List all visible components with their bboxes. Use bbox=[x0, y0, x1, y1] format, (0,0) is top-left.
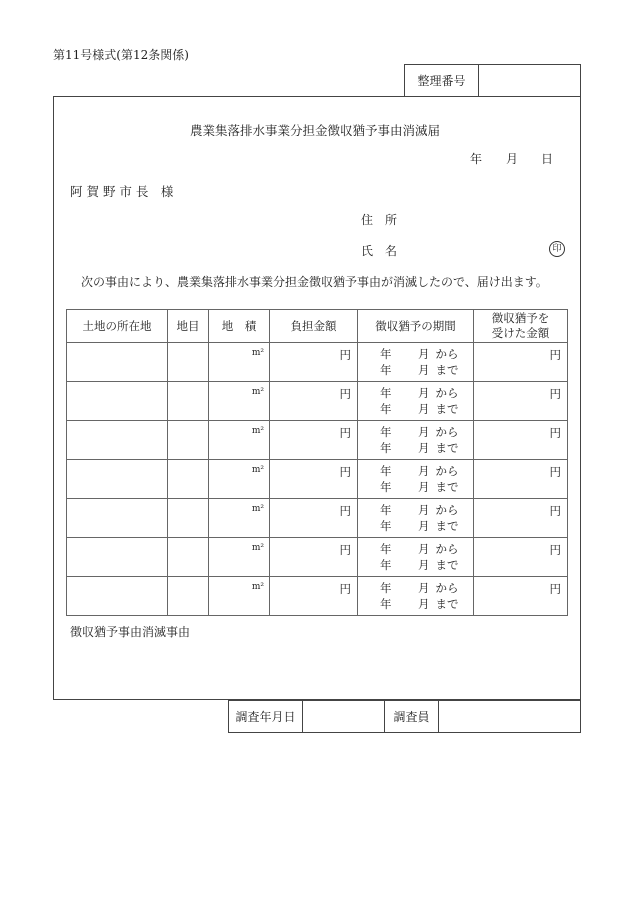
reason-label: 徴収猶予事由消滅事由 bbox=[70, 625, 191, 639]
location-cell[interactable] bbox=[67, 577, 168, 616]
area-cell[interactable] bbox=[209, 577, 270, 616]
charge-amount-cell[interactable] bbox=[270, 460, 358, 499]
area-cell[interactable] bbox=[209, 382, 270, 421]
period-to-year: 年 bbox=[380, 519, 392, 533]
period-from-year: 年 bbox=[380, 464, 392, 478]
period-from-year: 年 bbox=[380, 503, 392, 517]
address-label: 住 所 bbox=[361, 213, 398, 227]
table-row bbox=[67, 343, 568, 382]
area-unit: m² bbox=[251, 504, 264, 514]
header-land-category: 地目 bbox=[168, 310, 209, 343]
period-from-label: から bbox=[435, 464, 459, 478]
yen-unit: 円 bbox=[339, 504, 351, 518]
period-from-year: 年 bbox=[380, 581, 392, 595]
deferred-amount-cell[interactable] bbox=[474, 382, 568, 421]
header-deferral-period: 徴収猶予の期間 bbox=[358, 310, 474, 343]
survey-date-field[interactable] bbox=[303, 701, 385, 732]
period-to-label: まで bbox=[435, 363, 459, 377]
deferred-amount-cell[interactable] bbox=[474, 421, 568, 460]
date-day-label: 日 bbox=[541, 152, 554, 166]
yen-unit: 円 bbox=[549, 348, 561, 362]
charge-amount-cell[interactable] bbox=[270, 343, 358, 382]
area-cell[interactable] bbox=[209, 499, 270, 538]
period-from-month: 月 bbox=[418, 425, 430, 439]
location-cell[interactable] bbox=[67, 382, 168, 421]
area-unit: m² bbox=[251, 426, 264, 436]
deferral-period-cell[interactable] bbox=[358, 538, 474, 577]
period-from-year: 年 bbox=[380, 386, 392, 400]
yen-unit: 円 bbox=[549, 426, 561, 440]
table-row bbox=[67, 538, 568, 577]
period-to-year: 年 bbox=[380, 363, 392, 377]
table-row bbox=[67, 577, 568, 616]
deferred-amount-cell[interactable] bbox=[474, 460, 568, 499]
table-header-row bbox=[67, 310, 568, 343]
yen-unit: 円 bbox=[339, 582, 351, 596]
charge-amount-cell[interactable] bbox=[270, 382, 358, 421]
period-to-month: 月 bbox=[418, 558, 430, 572]
period-from-year: 年 bbox=[380, 347, 392, 361]
period-to-year: 年 bbox=[380, 402, 392, 416]
deferral-period-cell[interactable] bbox=[358, 460, 474, 499]
period-to-month: 月 bbox=[418, 363, 430, 377]
location-cell[interactable] bbox=[67, 499, 168, 538]
location-cell[interactable] bbox=[67, 421, 168, 460]
deferred-amount-cell[interactable] bbox=[474, 538, 568, 577]
period-from-label: から bbox=[435, 347, 459, 361]
period-to-month: 月 bbox=[418, 519, 430, 533]
yen-unit: 円 bbox=[339, 348, 351, 362]
deferred-amount-cell[interactable] bbox=[474, 577, 568, 616]
period-to-label: まで bbox=[435, 519, 459, 533]
surveyor-field[interactable] bbox=[439, 701, 580, 732]
period-to-year: 年 bbox=[380, 558, 392, 572]
period-from-month: 月 bbox=[418, 503, 430, 517]
period-from-year: 年 bbox=[380, 425, 392, 439]
period-to-month: 月 bbox=[418, 480, 430, 494]
land-category-cell[interactable] bbox=[168, 538, 209, 577]
period-from-month: 月 bbox=[418, 347, 430, 361]
land-category-cell[interactable] bbox=[168, 343, 209, 382]
details-table bbox=[66, 309, 568, 616]
area-cell[interactable] bbox=[209, 421, 270, 460]
table-row bbox=[67, 421, 568, 460]
table-row bbox=[67, 460, 568, 499]
surveyor-label: 調査員 bbox=[385, 701, 439, 732]
header-location: 土地の所在地 bbox=[67, 310, 168, 343]
date-month-label: 月 bbox=[506, 152, 519, 166]
yen-unit: 円 bbox=[339, 426, 351, 440]
charge-amount-cell[interactable] bbox=[270, 577, 358, 616]
location-cell[interactable] bbox=[67, 538, 168, 577]
land-category-cell[interactable] bbox=[168, 382, 209, 421]
land-category-cell[interactable] bbox=[168, 421, 209, 460]
deferral-period-cell[interactable] bbox=[358, 577, 474, 616]
charge-amount-cell[interactable] bbox=[270, 538, 358, 577]
period-from-label: から bbox=[435, 425, 459, 439]
charge-amount-cell[interactable] bbox=[270, 499, 358, 538]
reference-number-label: 整理番号 bbox=[405, 65, 479, 96]
yen-unit: 円 bbox=[549, 387, 561, 401]
period-from-year: 年 bbox=[380, 542, 392, 556]
period-to-year: 年 bbox=[380, 597, 392, 611]
period-from-month: 月 bbox=[418, 581, 430, 595]
yen-unit: 円 bbox=[339, 387, 351, 401]
yen-unit: 円 bbox=[549, 543, 561, 557]
land-category-cell[interactable] bbox=[168, 577, 209, 616]
period-to-label: まで bbox=[435, 558, 459, 572]
land-category-cell[interactable] bbox=[168, 499, 209, 538]
period-to-label: まで bbox=[435, 597, 459, 611]
area-cell[interactable] bbox=[209, 343, 270, 382]
period-to-month: 月 bbox=[418, 597, 430, 611]
reference-number-box bbox=[404, 64, 581, 97]
period-from-label: から bbox=[435, 542, 459, 556]
period-to-month: 月 bbox=[418, 402, 430, 416]
period-to-month: 月 bbox=[418, 441, 430, 455]
header-deferred-amount: 徴収猶予を 受けた金額 bbox=[474, 310, 568, 343]
area-cell[interactable] bbox=[209, 538, 270, 577]
period-from-month: 月 bbox=[418, 542, 430, 556]
location-cell[interactable] bbox=[67, 343, 168, 382]
land-category-cell[interactable] bbox=[168, 460, 209, 499]
deferral-period-cell[interactable] bbox=[358, 382, 474, 421]
deferral-period-cell[interactable] bbox=[358, 421, 474, 460]
table-row bbox=[67, 499, 568, 538]
area-unit: m² bbox=[251, 543, 264, 553]
area-unit: m² bbox=[251, 387, 264, 397]
seal-mark: 印 bbox=[549, 241, 565, 257]
survey-date-label: 調査年月日 bbox=[229, 701, 303, 732]
period-to-label: まで bbox=[435, 480, 459, 494]
survey-box bbox=[228, 700, 581, 733]
area-cell[interactable] bbox=[209, 460, 270, 499]
form-title: 農業集落排水事業分担金徴収猶予事由消滅届 bbox=[189, 123, 440, 138]
yen-unit: 円 bbox=[549, 504, 561, 518]
area-unit: m² bbox=[251, 465, 264, 475]
period-from-label: から bbox=[435, 581, 459, 595]
deferral-period-cell[interactable] bbox=[358, 343, 474, 382]
name-label: 氏 名 bbox=[361, 244, 398, 258]
yen-unit: 円 bbox=[339, 543, 351, 557]
yen-unit: 円 bbox=[549, 582, 561, 596]
body-text: 次の事由により、農業集落排水事業分担金徴収猶予事由が消滅したので、届け出ます。 bbox=[81, 275, 548, 289]
area-unit: m² bbox=[251, 582, 264, 592]
period-to-year: 年 bbox=[380, 480, 392, 494]
period-from-label: から bbox=[435, 386, 459, 400]
deferred-amount-cell[interactable] bbox=[474, 343, 568, 382]
deferral-period-cell[interactable] bbox=[358, 499, 474, 538]
period-from-month: 月 bbox=[418, 386, 430, 400]
area-unit: m² bbox=[251, 348, 264, 358]
reference-number-field[interactable] bbox=[479, 65, 580, 96]
header-charge-amount: 負担金額 bbox=[270, 310, 358, 343]
charge-amount-cell[interactable] bbox=[270, 421, 358, 460]
period-to-year: 年 bbox=[380, 441, 392, 455]
form-number: 第11号様式(第12条関係) bbox=[53, 48, 189, 62]
period-to-label: まで bbox=[435, 441, 459, 455]
period-from-label: から bbox=[435, 503, 459, 517]
table-row bbox=[67, 382, 568, 421]
date-year-label: 年 bbox=[470, 152, 483, 166]
reason-field[interactable] bbox=[70, 640, 565, 692]
addressee: 阿 賀 野 市 長 様 bbox=[70, 184, 174, 199]
deferred-amount-cell[interactable] bbox=[474, 499, 568, 538]
yen-unit: 円 bbox=[549, 465, 561, 479]
header-area: 地 積 bbox=[209, 310, 270, 343]
location-cell[interactable] bbox=[67, 460, 168, 499]
yen-unit: 円 bbox=[339, 465, 351, 479]
period-from-month: 月 bbox=[418, 464, 430, 478]
period-to-label: まで bbox=[435, 402, 459, 416]
